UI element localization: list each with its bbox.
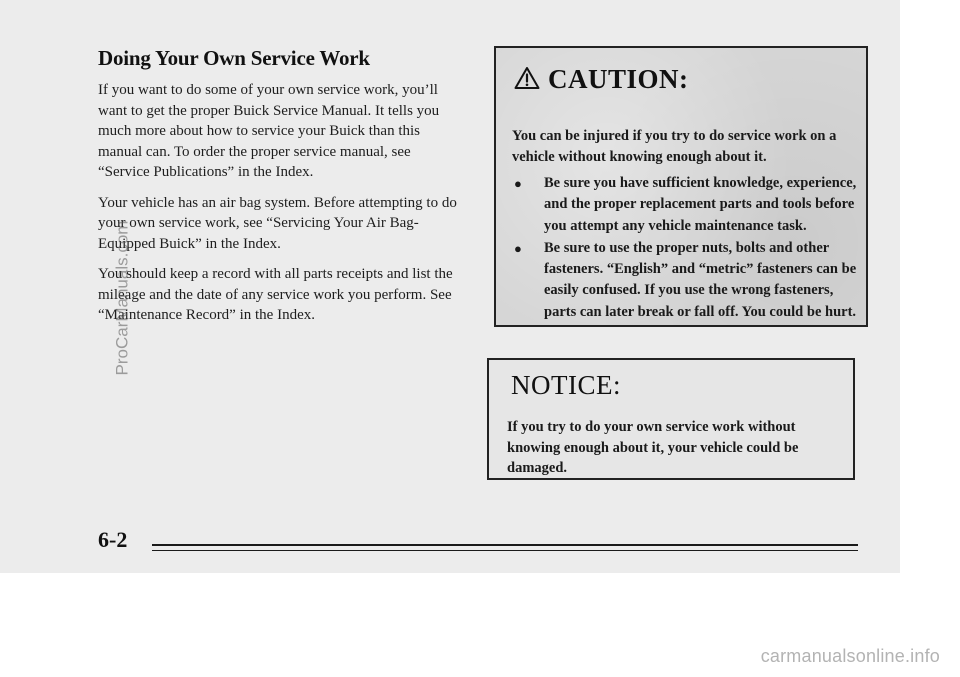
section-heading: Doing Your Own Service Work (98, 46, 370, 70)
paragraph-air-bag: Your vehicle has an air bag system. Before attempting to do your own service work, see “Servicing Your Air Bag-Equipped Buick” in the Index. (98, 194, 457, 252)
list-item (512, 173, 857, 237)
caution-item-text: Be sure to use the proper nuts, bolts and other fasteners. “English” and “metric” fasteners can be easily confused. If you use the wrong fasteners, parts can later break or fall off. You could be hurt. (544, 239, 857, 320)
notice-title: NOTICE: (511, 370, 621, 400)
warning-triangle-icon (514, 66, 540, 90)
notice-box (487, 358, 855, 480)
caution-intro: You can be injured if you try to do service work on a vehicle without knowing enough about it. (512, 128, 837, 165)
bottom-watermark: carmanualsonline.info (760, 646, 940, 666)
paragraph-maintenance-record: You should keep a record with all parts receipts and list the mileage and the date of any service work you perform. See “Maintenance Record” in the Index. (98, 266, 453, 323)
footer-rule-thin (152, 550, 858, 551)
side-watermark (105, 210, 132, 385)
side-watermark-text: ProCarManuals.com (112, 220, 132, 376)
caution-list (512, 173, 857, 324)
page-number: 6-2 (98, 527, 128, 552)
body-text (98, 80, 463, 336)
bullet-icon: ● (514, 176, 522, 191)
paragraph-service-manual: If you want to do some of your own service work, you’ll want to get the proper Buick Service Manual. It tells you much more about how to service your Buick than this manual can. To order the proper service manual, see “Service Publications” in the Index. (98, 82, 440, 180)
notice-text: If you try to do your own service work without knowing enough about it, your vehicle could be damaged. (507, 419, 799, 476)
footer-rule (152, 544, 858, 546)
list-item (512, 238, 857, 323)
caution-title: CAUTION: (548, 64, 689, 94)
caution-box (494, 46, 868, 327)
caution-item-text: Be sure you have sufficient knowledge, experience, and the proper replacement parts and tools before you attempt any vehicle maintenance task. (544, 175, 857, 234)
bullet-icon: ● (514, 240, 522, 256)
